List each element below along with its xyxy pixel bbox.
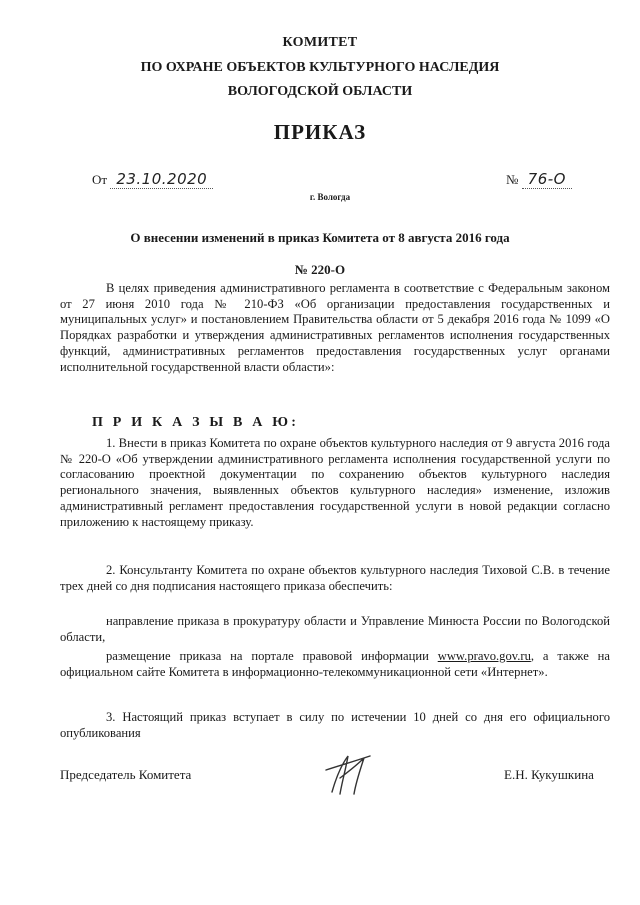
document-type: ПРИКАЗ — [273, 120, 367, 144]
item-1-text: 1. Внести в приказ Комитета по охране объектов культурного наследия от 9 августа 2016 года № 220-О «Об утверждении административного регламента исполнения государственной услуги по согласованию проектной документации по сохранению объектов культурного наследия регионального значения, выявленных объектов культурного наследия» изменение, изложив административный регламент предоставления государственной услуги в новой редакции согласно приложению к настоящему приказу. — [60, 436, 610, 529]
item-2a-paragraph — [60, 614, 610, 645]
number-label: № — [506, 172, 519, 187]
signer-position: Председатель Комитета — [60, 767, 192, 782]
item-2b-paragraph — [60, 649, 610, 680]
pravo-link[interactable]: www.pravo.gov.ru — [437, 649, 531, 663]
preamble-text: В целях приведения административного регламента в соответствие с Федеральным законом от 27 июня 2010 года № 210-ФЗ «Об организации предоставления государственных и муниципальных услуг» и постановлением Правительства области от 5 декабря 2016 года № 1099 «О Порядках разработки и утверждения административных регламентов исполнения государственных функций, административных регламентов предоставления государственных услуг органами исполнительной государственной власти области»: — [60, 281, 610, 374]
handwritten-date: 23.10.2020 — [110, 170, 213, 189]
signature-mark — [318, 748, 378, 800]
from-label: От — [92, 172, 108, 187]
decree-heading: П Р И К А З Ы В А Ю: — [92, 415, 300, 430]
number-line — [506, 170, 572, 188]
item-2a-text: направление приказа в прокуратуру области и Управление Минюста России по Вологодской области, — [60, 614, 610, 644]
subject-number: № 220-О — [294, 262, 346, 277]
item-3-text: 3. Настоящий приказ вступает в силу по истечении 10 дней со дня его официального опубликования — [60, 710, 610, 740]
committee-subtitle: ПО ОХРАНЕ ОБЪЕКТОВ КУЛЬТУРНОГО НАСЛЕДИЯ — [140, 60, 500, 75]
handwritten-number: 76-О — [522, 170, 572, 189]
preamble-paragraph — [60, 281, 610, 375]
signer-name: Е.Н. Кукушкина — [504, 767, 594, 782]
subject-line: О внесении изменений в приказ Комитета от 8 августа 2016 года — [130, 230, 510, 245]
item-1-paragraph — [60, 436, 610, 530]
date-line — [92, 170, 213, 188]
item-3-paragraph — [60, 710, 610, 741]
item-2b-post: , а также на официальном сайте Комитета в информационно-телекоммуникационной сети «Интернет». — [60, 649, 610, 679]
item-2-paragraph — [60, 563, 610, 594]
item-2-text: 2. Консультанту Комитета по охране объектов культурного наследия Тиховой С.В. в течение трех дней со дня подписания настоящего приказа обеспечить: — [60, 563, 610, 593]
city-label: г. Вологда — [309, 192, 351, 202]
item-2b-pre: размещение приказа на портале правовой информации — [106, 649, 438, 663]
committee-title: КОМИТЕТ — [282, 35, 358, 50]
committee-region: ВОЛОГОДСКОЙ ОБЛАСТИ — [227, 84, 413, 99]
